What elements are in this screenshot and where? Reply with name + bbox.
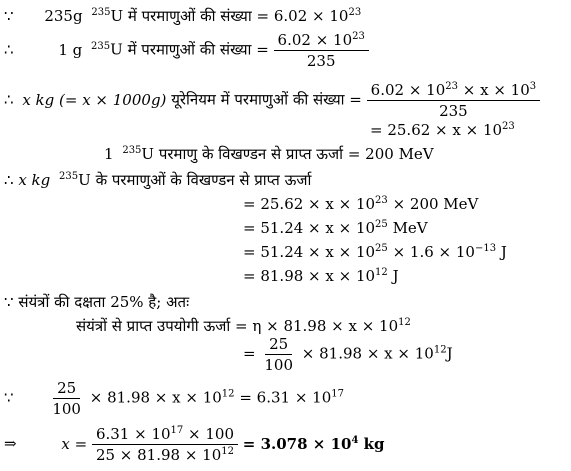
therefore-symbol: ∴: [4, 40, 14, 59]
line-13: = $\frac{25}{100}$ × $81.98 \times x \times 10^{12}J$: [243, 335, 453, 374]
line-10: = $81.98 \times x \times 10^{12}$ J: [243, 267, 399, 285]
line-14: ∵ $\frac{25}{100}$ × $81.98 \times x \times 10^{12} = 6.31 \times 10^{17}$: [4, 379, 344, 418]
line-15: ⇒ x = $\frac{6.31 \times 10^{17} \times 100}{25 \times 81.98 \times 10^{12}}$ = $3.078 \times 10^4$ kg: [4, 425, 385, 464]
line-8: = $51.24 \times x \times 10^{25}$ MeV: [243, 219, 428, 237]
line-7: = $25.62 \times x \times 10^{23} \times 200$ MeV: [243, 195, 479, 213]
line-2: ∴ 1 g $^{235}$U में परमाणुओं की संख्या = $\frac{6.02 \times 10^{23}}{235}$: [4, 30, 369, 71]
fraction: $\frac{6.02 \times 10^{23}}{235}$: [274, 30, 369, 71]
line-3: ∴ x kg (= x × 1000g) यूरेनियम में परमाणुओं की संख्या = $\frac{6.02 \times 10^{23} \times x \times 10^3}{235}$: [4, 80, 540, 121]
line-4: = $25.62 \times x \times 10^{23}$: [370, 121, 515, 139]
since-symbol: ∵: [4, 7, 14, 25]
final-result: = $3.078 \times 10^4$ kg: [242, 434, 385, 453]
line-11: ∵ संयंत्रों की दक्षता 25% है; अतः: [4, 293, 190, 311]
fraction: $\frac{6.31 \times 10^{17} \times 100}{25 \times 81.98 \times 10^{12}}$: [92, 424, 238, 465]
fraction: $\frac{6.02 \times 10^{23} \times x \times 10^3}{235}$: [367, 80, 540, 121]
mass-235g: 235g: [44, 7, 83, 25]
line-12: संयंत्रों से प्राप्त उपयोगी ऊर्जा = $\eta \times 81.98 \times x \times 10^{12}$: [76, 317, 411, 335]
line-5: 1 $^{235}$U परमाणु के विखण्डन से प्राप्त ऊर्जा = 200 MeV: [104, 145, 434, 163]
line-9: = $51.24 \times x \times 10^{25} \times 1.6 \times 10^{-13}$ J: [243, 243, 507, 261]
fraction: $\frac{25}{100}$: [52, 379, 81, 418]
line-1: ∵ 235g $^{235}$U में परमाणुओं की संख्या = $6.02 \times 10^{23}$: [4, 7, 362, 25]
fraction: $\frac{25}{100}$: [264, 335, 293, 374]
line-6: ∴ x kg $^{235}$U के परमाणुओं के विखण्डन से प्राप्त ऊर्जा: [4, 171, 312, 189]
